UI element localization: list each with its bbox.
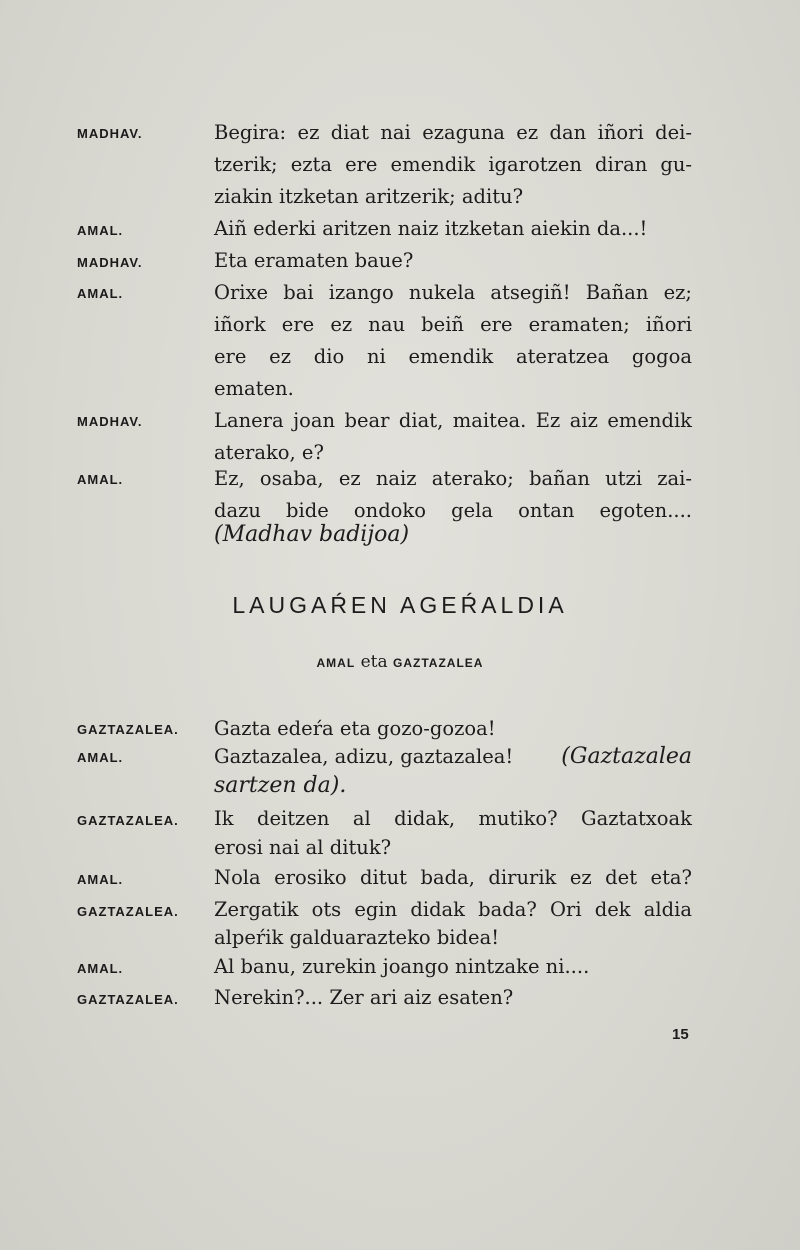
dialogue-line: Eta eramaten baue? <box>214 249 414 272</box>
dialogue-line <box>214 741 692 773</box>
dialogue-line: iñork ere ez nau beiñ ere eramaten; iñori <box>214 313 692 336</box>
speaker-label: AMAL. <box>77 472 124 487</box>
dialogue-line: alpeŕik galduarazteko bidea! <box>214 926 500 949</box>
speaker-label: GAZTAZALEA. <box>77 813 179 828</box>
speaker-label: MADHAV. <box>77 126 143 141</box>
dialogue-line: Nerekin?... Zer ari aiz esaten? <box>214 986 514 1009</box>
speaker-label: AMAL. <box>77 286 124 301</box>
speaker-label: AMAL. <box>77 750 124 765</box>
dialogue-line: Lanera joan bear diat, maiteа. Ez aiz emendik <box>214 409 692 432</box>
dialogue-line: aterako, e? <box>214 441 324 464</box>
character-name: GAZTAZALEA <box>393 656 484 670</box>
scene-title: LAUGAŔEN AGEŔALDIA <box>232 592 568 618</box>
dialogue-line: Zergatik ots egin didak bada? Ori dek aldia <box>214 898 692 921</box>
stage-direction: (Madhav badijoa) <box>214 522 410 547</box>
dialogue-line: Begira: ez diat nai ezaguna ez dan iñori dei- <box>214 121 692 144</box>
speaker-label: MADHAV. <box>77 255 143 270</box>
dialogue-line: Gazta edeŕa eta gozo-gozoa! <box>214 717 496 740</box>
conjunction: eta <box>360 652 388 672</box>
dialogue-line: Ik deitzen al didak, mutiko? Gaztatxoak <box>214 807 692 830</box>
dialogue-line: erosi nai al dituk? <box>214 836 392 859</box>
speaker-label: GAZTAZALEA. <box>77 722 179 737</box>
speaker-label: AMAL. <box>77 961 124 976</box>
dialogue-line: dazu bide ondoko gela ontan egoten.... <box>214 499 692 522</box>
dialogue-line: Ez, osaba, ez naiz aterako; bañan utzi zai- <box>214 467 692 490</box>
dialogue-line: Al banu, zurekin joango nintzake ni.... <box>214 955 590 978</box>
speaker-label: AMAL. <box>77 223 124 238</box>
page-number: 15 <box>672 1026 689 1043</box>
dialogue-line: Aiñ ederki aritzen naiz itzketan aiekin da...! <box>214 217 648 240</box>
scene-characters <box>0 652 800 672</box>
dialogue-line: Orixe bai izango nukela atsegiñ! Bañan ez; <box>214 281 692 304</box>
stage-direction: sartzen da). <box>214 773 347 798</box>
speaker-label: GAZTAZALEA. <box>77 992 179 1007</box>
dialogue-line: ere ez dio ni emendik ateratzea gogoa <box>214 345 692 368</box>
speaker-label: AMAL. <box>77 872 124 887</box>
dialogue-line: Nola erosiko ditut bada, dirurik ez det eta? <box>214 866 692 889</box>
dialogue-line: ematen. <box>214 377 294 400</box>
speaker-label: GAZTAZALEA. <box>77 904 179 919</box>
dialogue-text: Gaztazalea, adizu, gaztazalea! <box>214 745 514 768</box>
dialogue-line: tzerik; ezta ere emendik igarotzen diran gu- <box>214 153 692 176</box>
character-name: AMAL <box>316 656 356 670</box>
dialogue-line: ziakin itzketan aritzerik; aditu? <box>214 185 524 208</box>
stage-direction: (Gaztazalea <box>561 744 692 769</box>
speaker-label: MADHAV. <box>77 414 143 429</box>
